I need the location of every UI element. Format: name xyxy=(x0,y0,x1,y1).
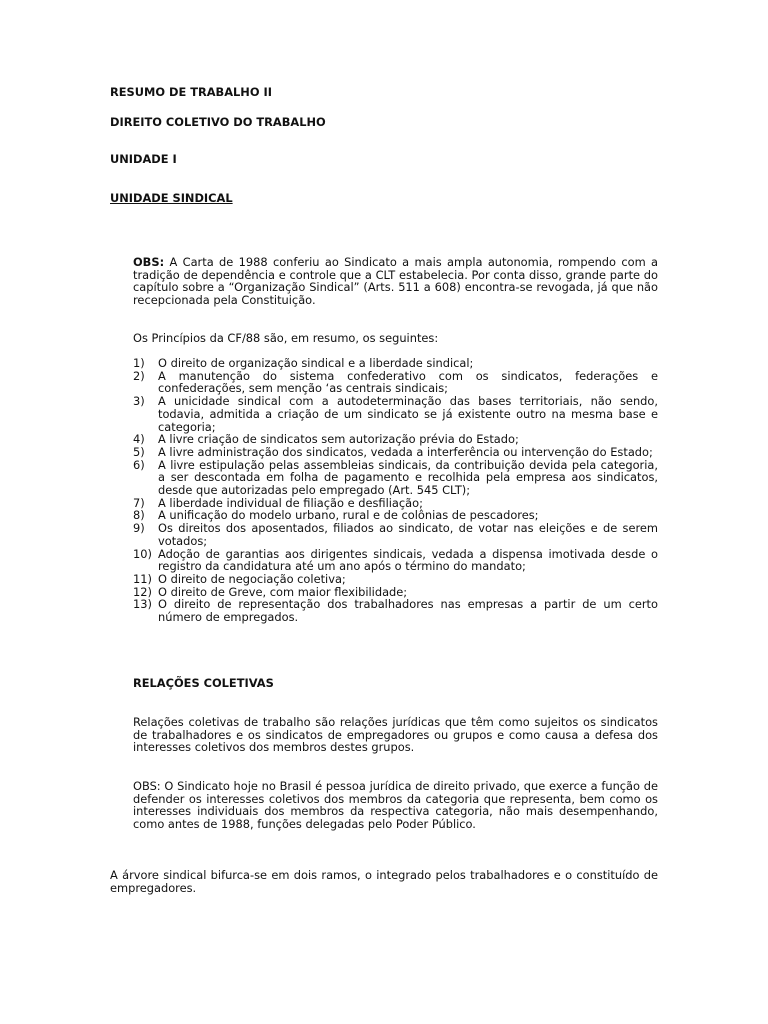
list-text: O direito de negociação coletiva; xyxy=(158,571,346,586)
list-text: O direito de representação dos trabalhadores nas empresas a partir de um certo número de empregados. xyxy=(158,597,658,625)
principles-intro: Os Princípios da CF/88 são, em resumo, os seguintes: xyxy=(133,331,439,345)
list-item xyxy=(133,370,658,395)
unidade-heading: UNIDADE I xyxy=(110,152,177,166)
resumo-heading: RESUMO DE TRABALHO II xyxy=(110,85,272,99)
list-number: 5) xyxy=(133,444,145,459)
list-item xyxy=(133,548,658,573)
list-number: 7) xyxy=(133,495,145,510)
obs-paragraph xyxy=(133,256,658,307)
list-number: 9) xyxy=(133,521,145,536)
arvore-paragraph: A árvore sindical bifurca-se em dois ramos, o integrado pelos trabalhadores e o constituído de empregadores. xyxy=(110,868,658,895)
list-text: A livre estipulação pelas assembleias sindicais, da contribuição devida pela categoria, a ser descontada em folha de pagamento e recolhida pela empresa aos sindicatos, desde que autorizadas pelo empregado (Art. 545 CLT); xyxy=(158,457,658,498)
list-item xyxy=(133,598,658,623)
list-item xyxy=(133,446,658,459)
list-item xyxy=(133,573,658,586)
list-text: O direito de organização sindical e a liberdade sindical; xyxy=(158,356,474,370)
list-text: A unificação do modelo urbano, rural e de colônias de pescadores; xyxy=(158,508,539,523)
principles-list xyxy=(133,357,658,624)
list-item xyxy=(133,395,658,433)
list-number: 12) xyxy=(133,584,152,599)
list-number: 4) xyxy=(133,432,145,447)
list-text: A livre administração dos sindicatos, vedada a interferência ou intervenção do Estado; xyxy=(158,444,653,459)
list-text: O direito de Greve, com maior flexibilidade; xyxy=(158,584,408,599)
list-text: A manutenção do sistema confederativo com os sindicatos, federações e confederações, sem menção ‘as centrais sindicais; xyxy=(158,368,658,396)
list-number: 10) xyxy=(133,546,152,561)
list-text: A livre criação de sindicatos sem autorização prévia do Estado; xyxy=(158,432,519,447)
relacoes-paragraph: Relações coletivas de trabalho são relações jurídicas que têm como sujeitos os sindicatos de trabalhadores e os sindicatos de empregadores ou grupos e como causa a defesa dos interesses coletivos dos membros destes grupos. xyxy=(133,715,658,755)
list-text: Adoção de garantias aos dirigentes sindicais, vedada a dispensa imotivada desde o registro da candidatura até um ano após o término do mandato; xyxy=(158,546,658,574)
list-text: A liberdade individual de filiação e desfiliação; xyxy=(158,495,423,510)
list-item xyxy=(133,522,658,547)
list-item xyxy=(133,459,658,497)
list-number: 3) xyxy=(133,394,145,409)
relacoes-title: RELAÇÕES COLETIVAS xyxy=(133,676,274,690)
list-number: 11) xyxy=(133,571,152,586)
list-number: 1) xyxy=(133,356,145,370)
list-number: 13) xyxy=(133,597,152,612)
obs-text: A Carta de 1988 conferiu ao Sindicato a mais ampla autonomia, rompendo com a tradição de dependência e controle que a CLT estabelecia. Por conta disso, grande parte do capítulo sobre a “Organização Sindical” (Arts. 511 a 608) encontra-se revogada, já que não recepcionada pela Constituição. xyxy=(133,255,659,308)
direito-heading: DIREITO COLETIVO DO TRABALHO xyxy=(110,115,326,129)
obs-label: OBS: xyxy=(133,255,165,269)
list-item xyxy=(133,357,658,370)
list-text: A unicidade sindical com a autodeterminação das bases territoriais, não sendo, todavia, admitida a criação de um sindicato se já existente outro na mesma base e categoria; xyxy=(158,394,658,434)
obs2-paragraph: OBS: O Sindicato hoje no Brasil é pessoa jurídica de direito privado, que exerce a função de defender os interesses coletivos dos membros da categoria que representa, bem como os interesses individuais dos membros da respectiva categoria, não mais desempenhando, como antes de 1988, funções delegadas pelo Poder Público. xyxy=(133,779,658,832)
list-number: 8) xyxy=(133,508,145,523)
list-number: 6) xyxy=(133,457,145,472)
list-number: 2) xyxy=(133,368,145,383)
list-text: Os direitos dos aposentados, filiados ao sindicato, de votar nas eleições e de serem votados; xyxy=(158,521,658,548)
section-title: UNIDADE SINDICAL xyxy=(110,191,233,205)
